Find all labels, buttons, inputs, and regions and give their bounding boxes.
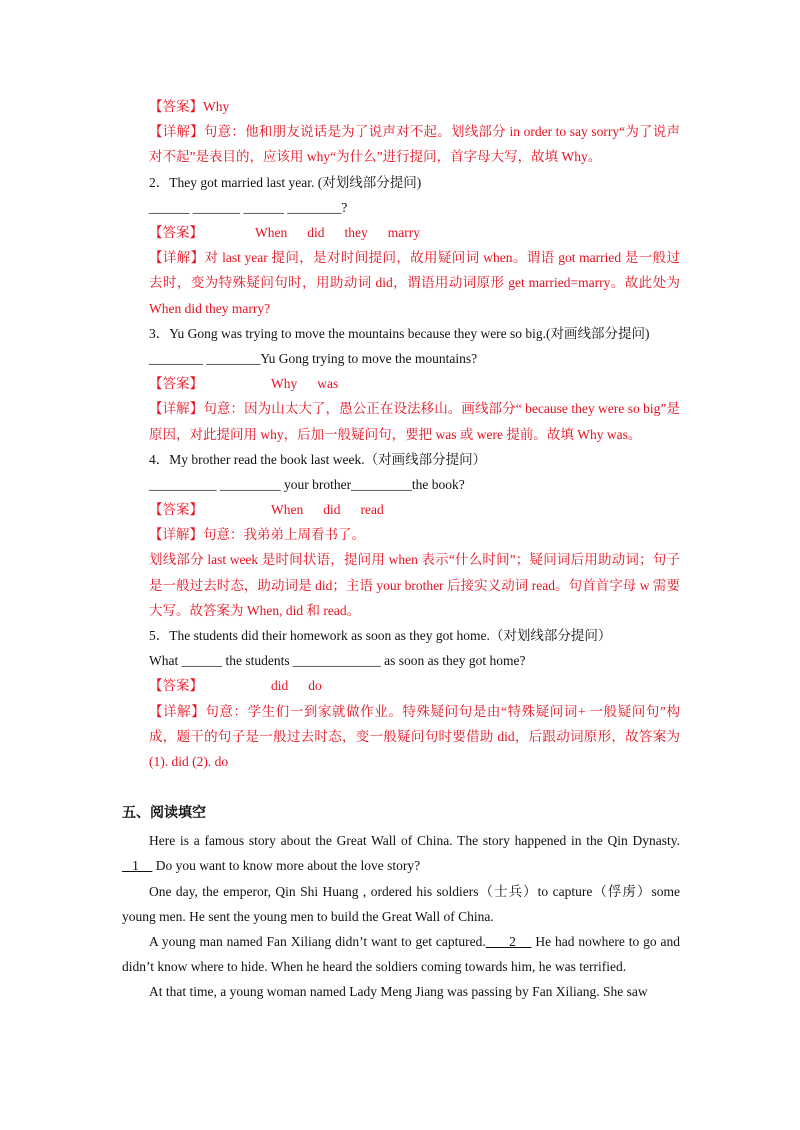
explain-tag: 【详解】 xyxy=(149,527,203,543)
q1-answer xyxy=(122,94,680,119)
paragraph-text: Do you want to know more about the love story? xyxy=(152,858,421,874)
answer-tag: 【答案】 xyxy=(149,376,203,392)
explain-text: 句意：他和朋友说话是为了说声对不起。划线部分 in order to say sorry“为了说声对不起”是表目的，应该用 why“为什么”进行提问，首字母大写，故填 Why。 xyxy=(149,124,681,165)
answer-word: When xyxy=(271,502,304,518)
q2-explanation xyxy=(122,245,680,321)
reading-paragraph xyxy=(122,828,680,878)
q1-explanation xyxy=(122,119,680,169)
answer-word: did xyxy=(307,224,325,240)
answer-word: When xyxy=(255,224,288,240)
answer-word: marry xyxy=(387,224,420,240)
answer-tag: 【答案】 xyxy=(149,224,203,240)
explain-tag: 【详解】 xyxy=(149,250,205,266)
q2-answer xyxy=(122,220,680,245)
document-page xyxy=(122,94,680,1005)
answer-word: was xyxy=(317,376,339,392)
q5-question: 5．The students did their homework as soon as they got home.（对划线部分提问） xyxy=(149,628,612,644)
paragraph-text: He had nowhere to go and didn’t know where to hide. When he heard the soldiers coming towards him, he was terrified. xyxy=(122,934,681,975)
explain-text: 对 last year 提问，是对时间提问，故用疑问词 when。谓语 got married 是一般过去时，变为特殊疑问句时，用助动词 did，谓语用动词原形 get married=marry。故此处为 When did they marry? xyxy=(149,250,680,316)
explain-tag: 【详解】 xyxy=(149,703,206,719)
paragraph-text: Here is a famous story about the Great Wall of China. The story happened in the Qin Dynasty. xyxy=(149,833,680,849)
q2-question: 2．They got married last year. (对划线部分提问) xyxy=(149,174,422,190)
explain-text: 句意：学生们一到家就做作业。特殊疑问句是由“特殊疑问词+ 一般疑问句”构成，题干的句子是一般过去时态，变一般疑问句时要借助 did，后跟动词原形，故答案为 (1). did (2). do xyxy=(149,703,680,770)
q5-answer xyxy=(122,673,680,698)
answer-text: Why xyxy=(203,99,230,114)
blank-1[interactable]: 1 xyxy=(122,858,153,874)
q5-blanks: What ______ the students _____________ as soon as they got home? xyxy=(149,653,526,669)
explain-tag: 【详解】 xyxy=(149,401,204,417)
answer-word: read xyxy=(360,502,384,518)
reading-paragraph xyxy=(122,929,680,979)
blank-2[interactable]: 2 xyxy=(485,934,532,950)
answer-tag: 【答案】 xyxy=(149,502,203,518)
explain-tag: 【详解】 xyxy=(149,124,204,140)
q4-blanks: __________ _________ your brother_________the book? xyxy=(149,476,465,492)
reading-paragraph: At that time, a young woman named Lady Meng Jiang was passing by Fan Xiliang. She saw xyxy=(149,984,648,1000)
answer-word: they xyxy=(344,224,368,240)
section-title: 五、阅读填空 xyxy=(122,805,206,822)
explain-text: 句意：因为山太大了，愚公正在设法移山。画线部分“ because they were so big”是原因，对此提问用 why，后加一般疑问句，要把 was 或 were 提前。故填 Why was。 xyxy=(149,401,680,442)
explain-text: 句意：我弟弟上周看书了。 xyxy=(203,527,365,543)
q3-question: 3．Yu Gong was trying to move the mountains because they were so big.(对画线部分提问) xyxy=(149,325,650,341)
answer-word: do xyxy=(308,678,322,694)
q2-blanks: ______ _______ ______ ________? xyxy=(149,199,348,215)
reading-paragraph: One day, the emperor, Qin Shi Huang , ordered his soldiers（士兵）to capture（俘虏）some young men. He sent the young men to build the Great Wall of China. xyxy=(122,883,680,924)
q3-answer xyxy=(122,371,680,396)
q4-answer xyxy=(122,497,680,522)
answer-tag: 【答案】 xyxy=(149,678,203,694)
q4-question: 4．My brother read the book last week.（对画线部分提问） xyxy=(149,451,487,467)
paragraph-text: A young man named Fan Xiliang didn’t want to get captured. xyxy=(149,934,486,950)
q3-explanation xyxy=(122,396,680,446)
answer-word: did xyxy=(323,502,341,518)
q4-explanation-detail: 划线部分 last week 是时间状语，提问用 when 表示“什么时间”；疑问词后用助动词；句子是一般过去时态，助动词是 did；主语 your brother 后接实义动词 read。句首首字母 w 需要大写。故答案为 When, did 和 read。 xyxy=(149,552,680,618)
q5-explanation xyxy=(122,699,680,775)
answer-tag: 【答案】 xyxy=(149,99,203,114)
q3-blanks: ________ ________Yu Gong trying to move the mountains? xyxy=(149,350,478,366)
q4-explanation xyxy=(122,522,680,547)
answer-word: Why xyxy=(271,376,298,392)
answer-word: did xyxy=(271,678,289,694)
